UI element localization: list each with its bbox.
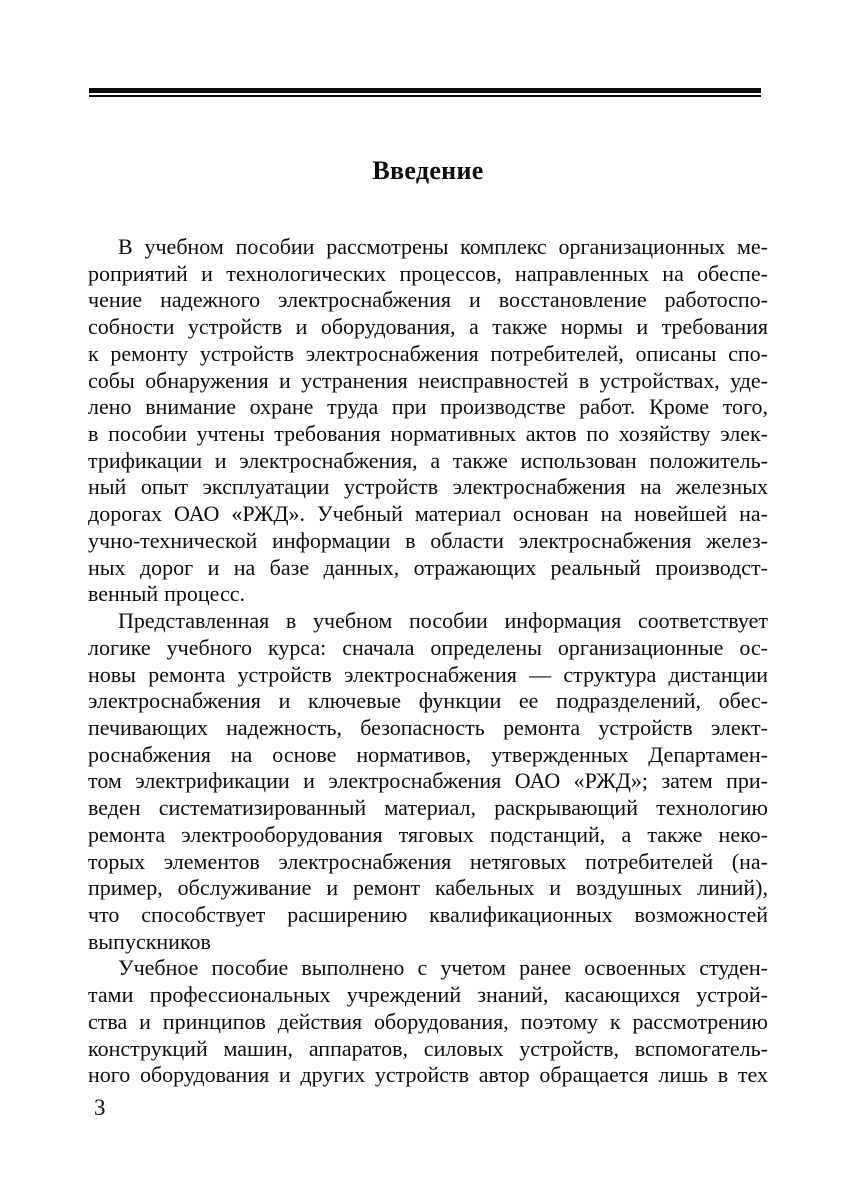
text-line: печивающих надежность, безопасность ремонта устройств элект- xyxy=(88,714,768,740)
text-line: роснабжения на основе нормативов, утвержденных Департамен- xyxy=(88,741,768,767)
text-line: пример, обслуживание и ремонт кабельных и воздушных линий), xyxy=(88,875,768,901)
body-text xyxy=(88,234,768,1089)
text-line: ства и принципов действия оборудования, поэтому к рассмотрению xyxy=(88,1008,768,1034)
page-number: 3 xyxy=(94,1095,106,1120)
text-line: электроснабжения и ключевые функции ее подразделений, обес- xyxy=(88,688,768,714)
text-line: Представленная в учебном пособии информация соответствует xyxy=(118,608,768,634)
text-line: трификации и электроснабжения, а также использован положитель- xyxy=(88,447,768,473)
text-line: В учебном пособии рассмотрены комплекс организационных ме- xyxy=(118,234,768,259)
text-line: том электрификации и электроснабжения ОАО «РЖД»; затем при- xyxy=(88,768,768,794)
text-line: выпускников xyxy=(88,928,211,954)
text-line: торых элементов электроснабжения нетяговых потребителей (на- xyxy=(88,848,768,874)
text-line: ного оборудования и других устройств автор обращается лишь в тех xyxy=(88,1062,768,1088)
text-line: Учебное пособие выполнено с учетом ранее освоенных студен- xyxy=(118,955,768,981)
text-line: новы ремонта устройств электроснабжения — структура дистанции xyxy=(88,661,768,687)
text-line: венный процесс. xyxy=(88,581,246,607)
header-rule xyxy=(89,88,761,97)
text-line: логике учебного курса: сначала определены организационные ос- xyxy=(88,634,768,660)
text-line: собности устройств и оборудования, а также нормы и требования xyxy=(88,314,768,340)
text-line: веден систематизированный материал, раскрывающий технологию xyxy=(88,795,768,821)
text-line: лено внимание охране труда при производстве работ. Кроме того, xyxy=(88,394,768,420)
text-line: дорогах ОАО «РЖД». Учебный материал основан на новейшей на- xyxy=(88,501,768,527)
text-line: в пособии учтены требования нормативных актов по хозяйству элек- xyxy=(88,421,768,447)
text-line: ных дорог и на базе данных, отражающих реальный производст- xyxy=(88,554,768,580)
text-line: что способствует расширению квалификационных возможностей xyxy=(88,901,768,927)
text-line: тами профессиональных учреждений знаний, касающихся устрой- xyxy=(88,982,768,1008)
text-line: ный опыт эксплуатации устройств электроснабжения на железных xyxy=(88,474,768,500)
text-line: роприятий и технологических процессов, направленных на обеспе- xyxy=(88,260,768,286)
page-title: Введение xyxy=(372,156,484,185)
header-rule-thin xyxy=(89,95,761,97)
text-line: к ремонту устройств электроснабжения потребителей, описаны спо- xyxy=(88,340,768,366)
header-rule-thick xyxy=(89,88,761,93)
text-line: конструкций машин, аппаратов, силовых устройств, вспомогатель- xyxy=(88,1035,768,1061)
text-line: чение надежного электроснабжения и восстановление работоспо- xyxy=(88,287,768,313)
text-line: ремонта электрооборудования тяговых подстанций, а также неко- xyxy=(88,821,768,847)
text-line: собы обнаружения и устранения неисправностей в устройствах, уде- xyxy=(88,367,768,393)
text-line: учно-технической информации в области электроснабжения желез- xyxy=(88,527,768,553)
